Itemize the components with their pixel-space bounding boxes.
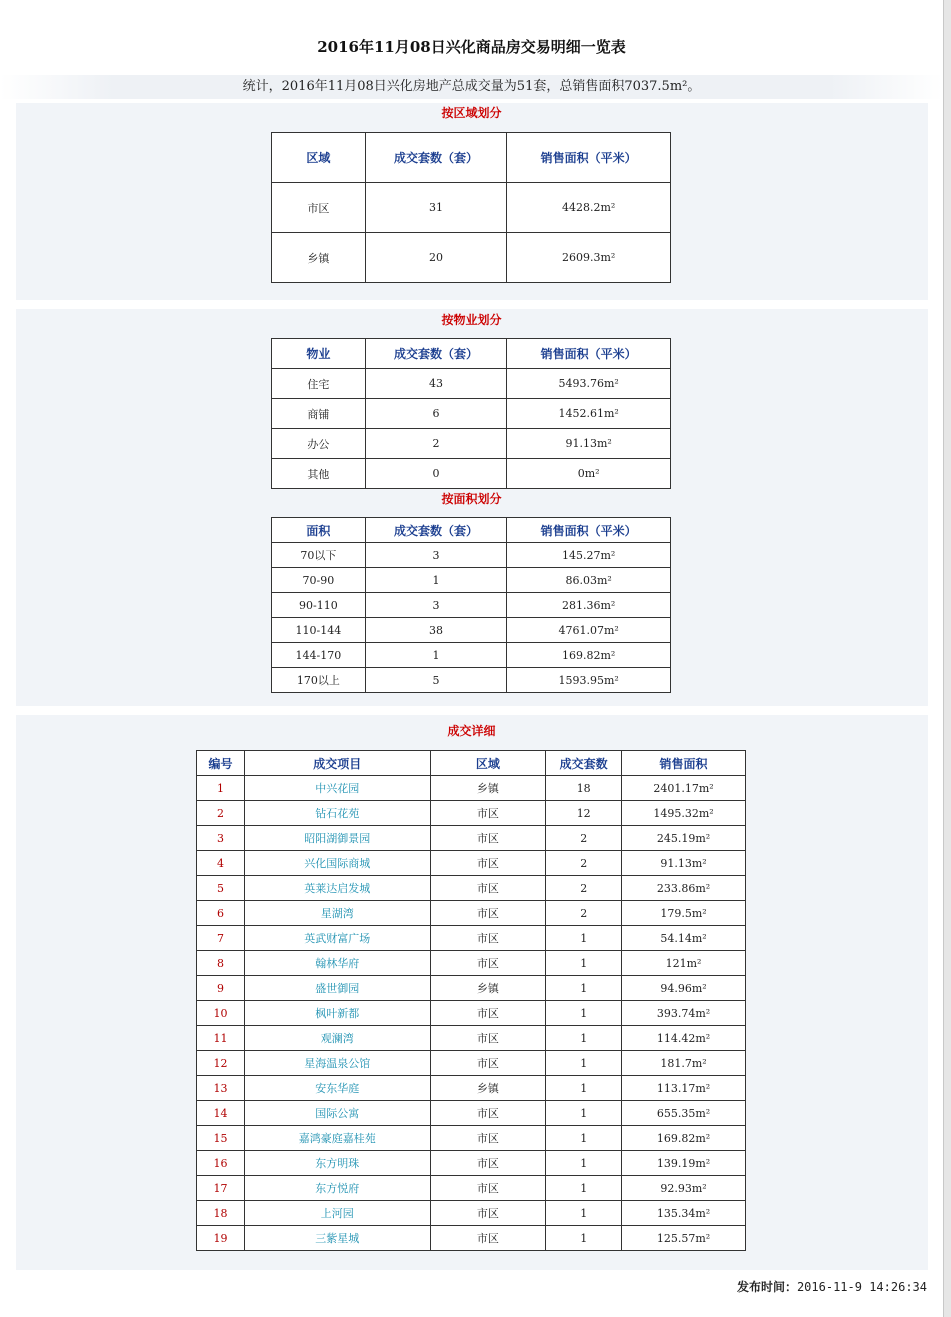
property-section-title: 按物业划分 <box>441 313 502 327</box>
property-cell: 0 <box>365 459 507 489</box>
details-cell: 市区 <box>430 1051 546 1076</box>
property-header-row <box>272 339 671 369</box>
details-cell: 市区 <box>430 1201 546 1226</box>
project-link[interactable]: 嘉鸿豪庭嘉桂苑 <box>244 1126 430 1151</box>
project-link[interactable]: 英武财富广场 <box>244 926 430 951</box>
property-cell: 5493.76m² <box>507 369 671 399</box>
details-row <box>197 776 746 801</box>
details-header-cell: 成交项目 <box>244 751 430 776</box>
details-cell: 12 <box>197 1051 245 1076</box>
project-link[interactable]: 星湖湾 <box>244 901 430 926</box>
district-row <box>272 183 671 233</box>
property-cell: 其他 <box>272 459 366 489</box>
details-row <box>197 851 746 876</box>
area-cell: 90-110 <box>272 593 366 618</box>
details-row <box>197 1076 746 1101</box>
details-cell: 91.13m² <box>622 851 746 876</box>
property-row <box>272 459 671 489</box>
property-header-cell: 物业 <box>272 339 366 369</box>
property-header-cell: 销售面积（平米） <box>507 339 671 369</box>
details-header-cell: 销售面积 <box>622 751 746 776</box>
area-cell: 144-170 <box>272 643 366 668</box>
property-row <box>272 429 671 459</box>
details-cell: 139.19m² <box>622 1151 746 1176</box>
details-cell: 乡镇 <box>430 776 546 801</box>
details-cell: 2 <box>546 901 622 926</box>
property-cell: 1452.61m² <box>507 399 671 429</box>
project-link[interactable]: 三紫星城 <box>244 1226 430 1251</box>
district-table-body <box>272 133 671 283</box>
details-cell: 市区 <box>430 901 546 926</box>
project-link[interactable]: 国际公寓 <box>244 1101 430 1126</box>
area-cell: 1593.95m² <box>507 668 671 693</box>
project-link[interactable]: 钻石花苑 <box>244 801 430 826</box>
district-cell: 乡镇 <box>272 233 366 283</box>
district-row <box>272 233 671 283</box>
details-cell: 1 <box>546 926 622 951</box>
district-header-row <box>272 133 671 183</box>
details-row <box>197 1201 746 1226</box>
project-link[interactable]: 兴化国际商城 <box>244 851 430 876</box>
page-title: 2016年11月08日兴化商品房交易明细一览表 <box>317 38 626 56</box>
details-cell: 17 <box>197 1176 245 1201</box>
details-cell: 市区 <box>430 826 546 851</box>
area-row <box>272 543 671 568</box>
property-cell: 43 <box>365 369 507 399</box>
details-cell: 1 <box>546 1101 622 1126</box>
window-edge <box>943 0 951 1317</box>
details-row <box>197 1051 746 1076</box>
project-link[interactable]: 英莱达启发城 <box>244 876 430 901</box>
details-cell: 1 <box>546 1001 622 1026</box>
details-cell: 3 <box>197 826 245 851</box>
property-cell: 商铺 <box>272 399 366 429</box>
area-row <box>272 593 671 618</box>
details-cell: 2 <box>546 876 622 901</box>
details-section-title: 成交详细 <box>447 724 496 738</box>
details-cell: 233.86m² <box>622 876 746 901</box>
details-cell: 2 <box>546 826 622 851</box>
details-row <box>197 926 746 951</box>
district-header-cell: 成交套数（套） <box>365 133 507 183</box>
details-cell: 54.14m² <box>622 926 746 951</box>
details-cell: 16 <box>197 1151 245 1176</box>
details-row <box>197 1126 746 1151</box>
property-cell: 2 <box>365 429 507 459</box>
property-cell: 0m² <box>507 459 671 489</box>
area-cell: 4761.07m² <box>507 618 671 643</box>
details-table <box>196 750 746 1251</box>
project-link[interactable]: 安东华庭 <box>244 1076 430 1101</box>
district-cell: 20 <box>365 233 507 283</box>
details-cell: 1 <box>546 1126 622 1151</box>
district-cell: 4428.2m² <box>507 183 671 233</box>
details-cell: 121m² <box>622 951 746 976</box>
details-cell: 1 <box>546 1176 622 1201</box>
area-cell: 86.03m² <box>507 568 671 593</box>
details-cell: 市区 <box>430 1101 546 1126</box>
details-cell: 14 <box>197 1101 245 1126</box>
property-cell: 办公 <box>272 429 366 459</box>
details-cell: 12 <box>546 801 622 826</box>
project-link[interactable]: 翰林华府 <box>244 951 430 976</box>
details-header-cell: 区域 <box>430 751 546 776</box>
details-cell: 1 <box>546 1051 622 1076</box>
details-row <box>197 1151 746 1176</box>
details-row <box>197 1001 746 1026</box>
details-cell: 乡镇 <box>430 976 546 1001</box>
details-cell: 2 <box>197 801 245 826</box>
area-cell: 170以上 <box>272 668 366 693</box>
details-cell: 2401.17m² <box>622 776 746 801</box>
details-row <box>197 1101 746 1126</box>
area-cell: 281.36m² <box>507 593 671 618</box>
details-row <box>197 826 746 851</box>
area-cell: 38 <box>365 618 507 643</box>
area-cell: 3 <box>365 593 507 618</box>
details-cell: 181.7m² <box>622 1051 746 1076</box>
details-cell: 市区 <box>430 1151 546 1176</box>
property-cell: 6 <box>365 399 507 429</box>
property-row <box>272 399 671 429</box>
details-cell: 市区 <box>430 926 546 951</box>
publish-time-label: 发布时间： <box>736 1280 797 1294</box>
details-cell: 市区 <box>430 801 546 826</box>
details-cell: 9 <box>197 976 245 1001</box>
district-cell: 2609.3m² <box>507 233 671 283</box>
area-row <box>272 643 671 668</box>
project-link[interactable]: 观澜湾 <box>244 1026 430 1051</box>
project-link[interactable]: 昭阳湖御景园 <box>244 826 430 851</box>
area-cell: 70-90 <box>272 568 366 593</box>
project-link[interactable]: 星海温泉公馆 <box>244 1051 430 1076</box>
area-row <box>272 668 671 693</box>
project-link[interactable]: 中兴花园 <box>244 776 430 801</box>
area-row <box>272 568 671 593</box>
publish-time-value: 2016-11-9 14:26:34 <box>796 1280 927 1294</box>
details-cell: 94.96m² <box>622 976 746 1001</box>
details-cell: 8 <box>197 951 245 976</box>
details-cell: 18 <box>546 776 622 801</box>
details-row <box>197 1176 746 1201</box>
area-cell: 169.82m² <box>507 643 671 668</box>
project-link[interactable]: 东方悦府 <box>244 1176 430 1201</box>
property-table-body <box>272 339 671 489</box>
details-cell: 市区 <box>430 1126 546 1151</box>
details-cell: 市区 <box>430 1001 546 1026</box>
details-cell: 1 <box>546 976 622 1001</box>
details-cell: 245.19m² <box>622 826 746 851</box>
details-cell: 10 <box>197 1001 245 1026</box>
details-cell: 13 <box>197 1076 245 1101</box>
details-cell: 393.74m² <box>622 1001 746 1026</box>
project-link[interactable]: 枫叶新都 <box>244 1001 430 1026</box>
area-section-title: 按面积划分 <box>441 492 502 506</box>
details-cell: 169.82m² <box>622 1126 746 1151</box>
details-cell: 市区 <box>430 1026 546 1051</box>
area-header-cell: 面积 <box>272 518 366 543</box>
details-cell: 1 <box>197 776 245 801</box>
details-row <box>197 1026 746 1051</box>
details-row <box>197 951 746 976</box>
details-cell: 1 <box>546 1226 622 1251</box>
details-cell: 1 <box>546 951 622 976</box>
details-cell: 179.5m² <box>622 901 746 926</box>
project-link[interactable]: 东方明珠 <box>244 1151 430 1176</box>
details-cell: 1 <box>546 1151 622 1176</box>
details-cell: 7 <box>197 926 245 951</box>
property-cell: 住宅 <box>272 369 366 399</box>
details-cell: 市区 <box>430 1176 546 1201</box>
details-cell: 6 <box>197 901 245 926</box>
details-cell: 113.17m² <box>622 1076 746 1101</box>
details-row <box>197 801 746 826</box>
district-cell: 31 <box>365 183 507 233</box>
property-table <box>271 338 671 489</box>
area-row <box>272 618 671 643</box>
area-header-row <box>272 518 671 543</box>
details-cell: 1495.32m² <box>622 801 746 826</box>
area-cell: 145.27m² <box>507 543 671 568</box>
property-header-cell: 成交套数（套） <box>365 339 507 369</box>
summary-text: 统计，2016年11月08日兴化房地产总成交量为51套，总销售面积7037.5m²。 <box>0 75 943 99</box>
area-cell: 3 <box>365 543 507 568</box>
details-row <box>197 876 746 901</box>
details-cell: 市区 <box>430 876 546 901</box>
details-header-row <box>197 751 746 776</box>
project-link[interactable]: 盛世御园 <box>244 976 430 1001</box>
district-table <box>271 132 671 283</box>
area-header-cell: 成交套数（套） <box>365 518 507 543</box>
area-cell: 1 <box>365 643 507 668</box>
details-row <box>197 901 746 926</box>
details-cell: 市区 <box>430 851 546 876</box>
details-cell: 4 <box>197 851 245 876</box>
details-cell: 655.35m² <box>622 1101 746 1126</box>
property-cell: 91.13m² <box>507 429 671 459</box>
details-row <box>197 976 746 1001</box>
details-header-cell: 编号 <box>197 751 245 776</box>
details-cell: 市区 <box>430 951 546 976</box>
area-cell: 70以下 <box>272 543 366 568</box>
details-table-body <box>197 751 746 1251</box>
details-cell: 2 <box>546 851 622 876</box>
details-cell: 乡镇 <box>430 1076 546 1101</box>
details-cell: 11 <box>197 1026 245 1051</box>
details-cell: 135.34m² <box>622 1201 746 1226</box>
details-cell: 1 <box>546 1201 622 1226</box>
area-cell: 1 <box>365 568 507 593</box>
district-cell: 市区 <box>272 183 366 233</box>
details-cell: 市区 <box>430 1226 546 1251</box>
details-header-cell: 成交套数 <box>546 751 622 776</box>
area-table-body <box>272 518 671 693</box>
details-cell: 92.93m² <box>622 1176 746 1201</box>
property-row <box>272 369 671 399</box>
district-section-title: 按区域划分 <box>441 106 502 120</box>
details-cell: 1 <box>546 1026 622 1051</box>
details-cell: 125.57m² <box>622 1226 746 1251</box>
details-cell: 5 <box>197 876 245 901</box>
district-header-cell: 区域 <box>272 133 366 183</box>
publish-time <box>737 1279 927 1295</box>
details-cell: 1 <box>546 1076 622 1101</box>
project-link[interactable]: 上河园 <box>244 1201 430 1226</box>
area-table <box>271 517 671 693</box>
details-cell: 19 <box>197 1226 245 1251</box>
details-row <box>197 1226 746 1251</box>
area-cell: 110-144 <box>272 618 366 643</box>
district-header-cell: 销售面积（平米） <box>507 133 671 183</box>
details-cell: 114.42m² <box>622 1026 746 1051</box>
details-cell: 15 <box>197 1126 245 1151</box>
area-cell: 5 <box>365 668 507 693</box>
details-cell: 18 <box>197 1201 245 1226</box>
area-header-cell: 销售面积（平米） <box>507 518 671 543</box>
